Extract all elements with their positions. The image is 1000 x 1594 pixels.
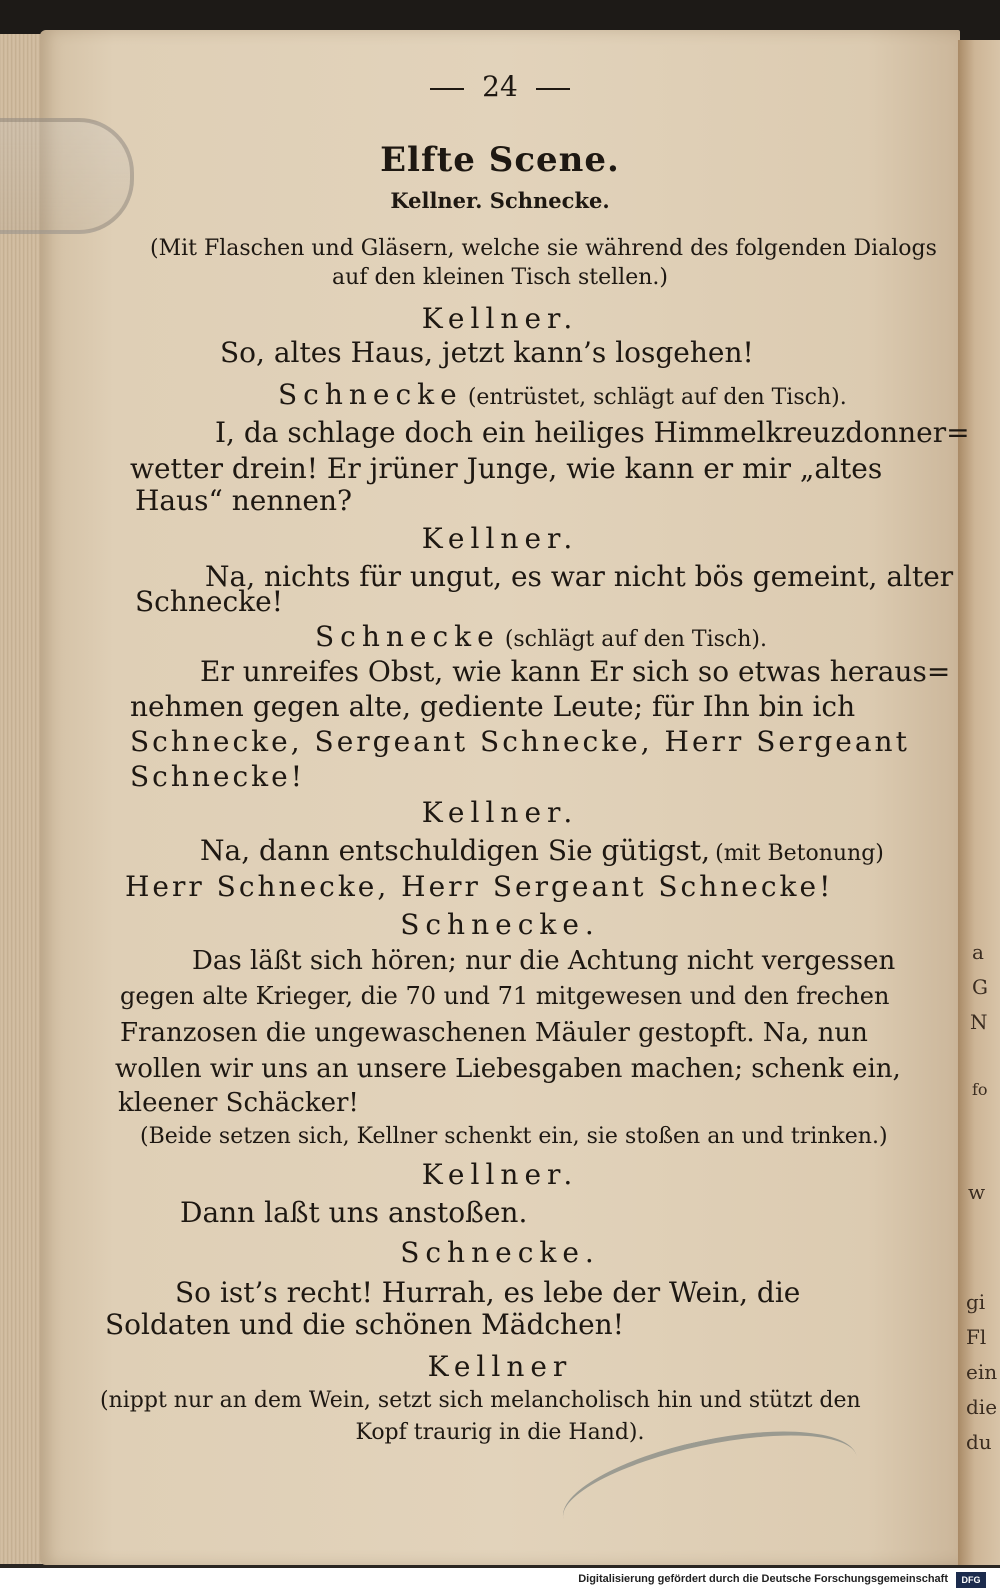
speech-line: Na, dann entschuldigen Sie gütigst, (mit Betonung) [200,834,884,867]
speaker-heading [315,620,767,653]
stage-direction: Kopf traurig in die Hand). [355,1420,645,1445]
speech-line: I, da schlage doch ein heiliges Himmelkreuzdonner= [215,416,970,449]
funding-credit: Digitalisierung gefördert durch die Deutsche Forschungsgemeinschaft [578,1573,948,1585]
speech-line: Soldaten und die schönen Mädchen! [105,1308,624,1341]
speech-line: Das läßt sich hören; nur die Achtung nicht vergessen [192,946,896,976]
stage-direction: auf den kleinen Tisch stellen.) [332,265,668,290]
stage-direction: (schlägt auf den Tisch). [504,627,767,652]
adjacent-page-fragment: fo [972,1080,988,1099]
adjacent-page-fragment: die [966,1395,998,1419]
speech-line: kleener Schäcker! [118,1088,359,1118]
speaker-name: Kellner. [421,522,579,555]
adjacent-page-fragment: N [970,1010,988,1034]
stage-direction: (Mit Flaschen und Gläsern, welche sie während des folgenden Dialogs [150,236,937,261]
stage-direction: (nippt nur an dem Wein, setzt sich melancholisch hin und stützt den [100,1388,861,1413]
page-number: 24 [0,70,1000,103]
speaker-name: Kellner. [421,796,579,829]
speaker-name: Schnecke [315,620,500,653]
speaker-name: Schnecke [278,378,463,411]
scene-title: Elfte Scene. [380,140,620,180]
speech-line: Schnecke! [135,585,283,618]
speech-line: Schnecke, Sergeant Schnecke, Herr Sergeant [130,725,910,758]
adjacent-page-fragment: w [968,1180,986,1204]
speaker-name: Kellner. [421,1158,579,1191]
speaker-name: Kellner. [421,302,579,335]
adjacent-page-fragment: ein [966,1360,998,1384]
speech-line: wollen wir uns an unsere Liebesgaben machen; schenk ein, [115,1054,901,1084]
speech-line: nehmen gegen alte, gediente Leute; für Ihn bin ich [130,690,856,723]
adjacent-page-fragment: a [972,940,984,964]
speaker-heading [278,378,847,411]
stage-direction: (mit Betonung) [715,841,884,866]
speech-line: Franzosen die ungewaschenen Mäuler gestopft. Na, nun [120,1018,868,1048]
speech-line: wetter drein! Er jrüner Junge, wie kann er mir „altes [130,452,883,485]
stage-direction: (Beide setzen sich, Kellner schenkt ein, sie stoßen an und trinken.) [140,1124,888,1149]
speech-line: So ist’s recht! Hurrah, es lebe der Wein, die [175,1276,801,1309]
speech-line: gegen alte Krieger, die 70 und 71 mitgewesen und den frechen [120,982,890,1010]
stage-direction: (entrüstet, schlägt auf den Tisch). [467,385,847,410]
dfg-logo: DFG [956,1572,986,1588]
speech-line: So, altes Haus, jetzt kann’s losgehen! [220,336,754,369]
adjacent-page-fragment: G [972,975,988,999]
speech-line: Na, nichts für ungut, es war nicht bös gemeint, alter [205,560,954,593]
speech-line: Schnecke! [130,760,305,793]
scene-cast: Kellner. Schnecke. [390,188,610,213]
speech-line: Haus“ nennen? [135,484,353,517]
speaker-name: Schnecke. [400,1236,600,1269]
speaker-name: Kellner [427,1350,573,1383]
speech-line: Dann laßt uns anstoßen. [180,1196,528,1229]
adjacent-page-fragment: Fl [966,1325,987,1349]
speech-line: Er unreifes Obst, wie kann Er sich so etwas heraus= [200,655,951,688]
adjacent-page-fragment: gi [966,1290,986,1314]
adjacent-page-fragment: du [966,1430,992,1454]
speaker-name: Schnecke. [400,908,600,941]
speech-line: Herr Schnecke, Herr Sergeant Schnecke! [125,870,834,903]
